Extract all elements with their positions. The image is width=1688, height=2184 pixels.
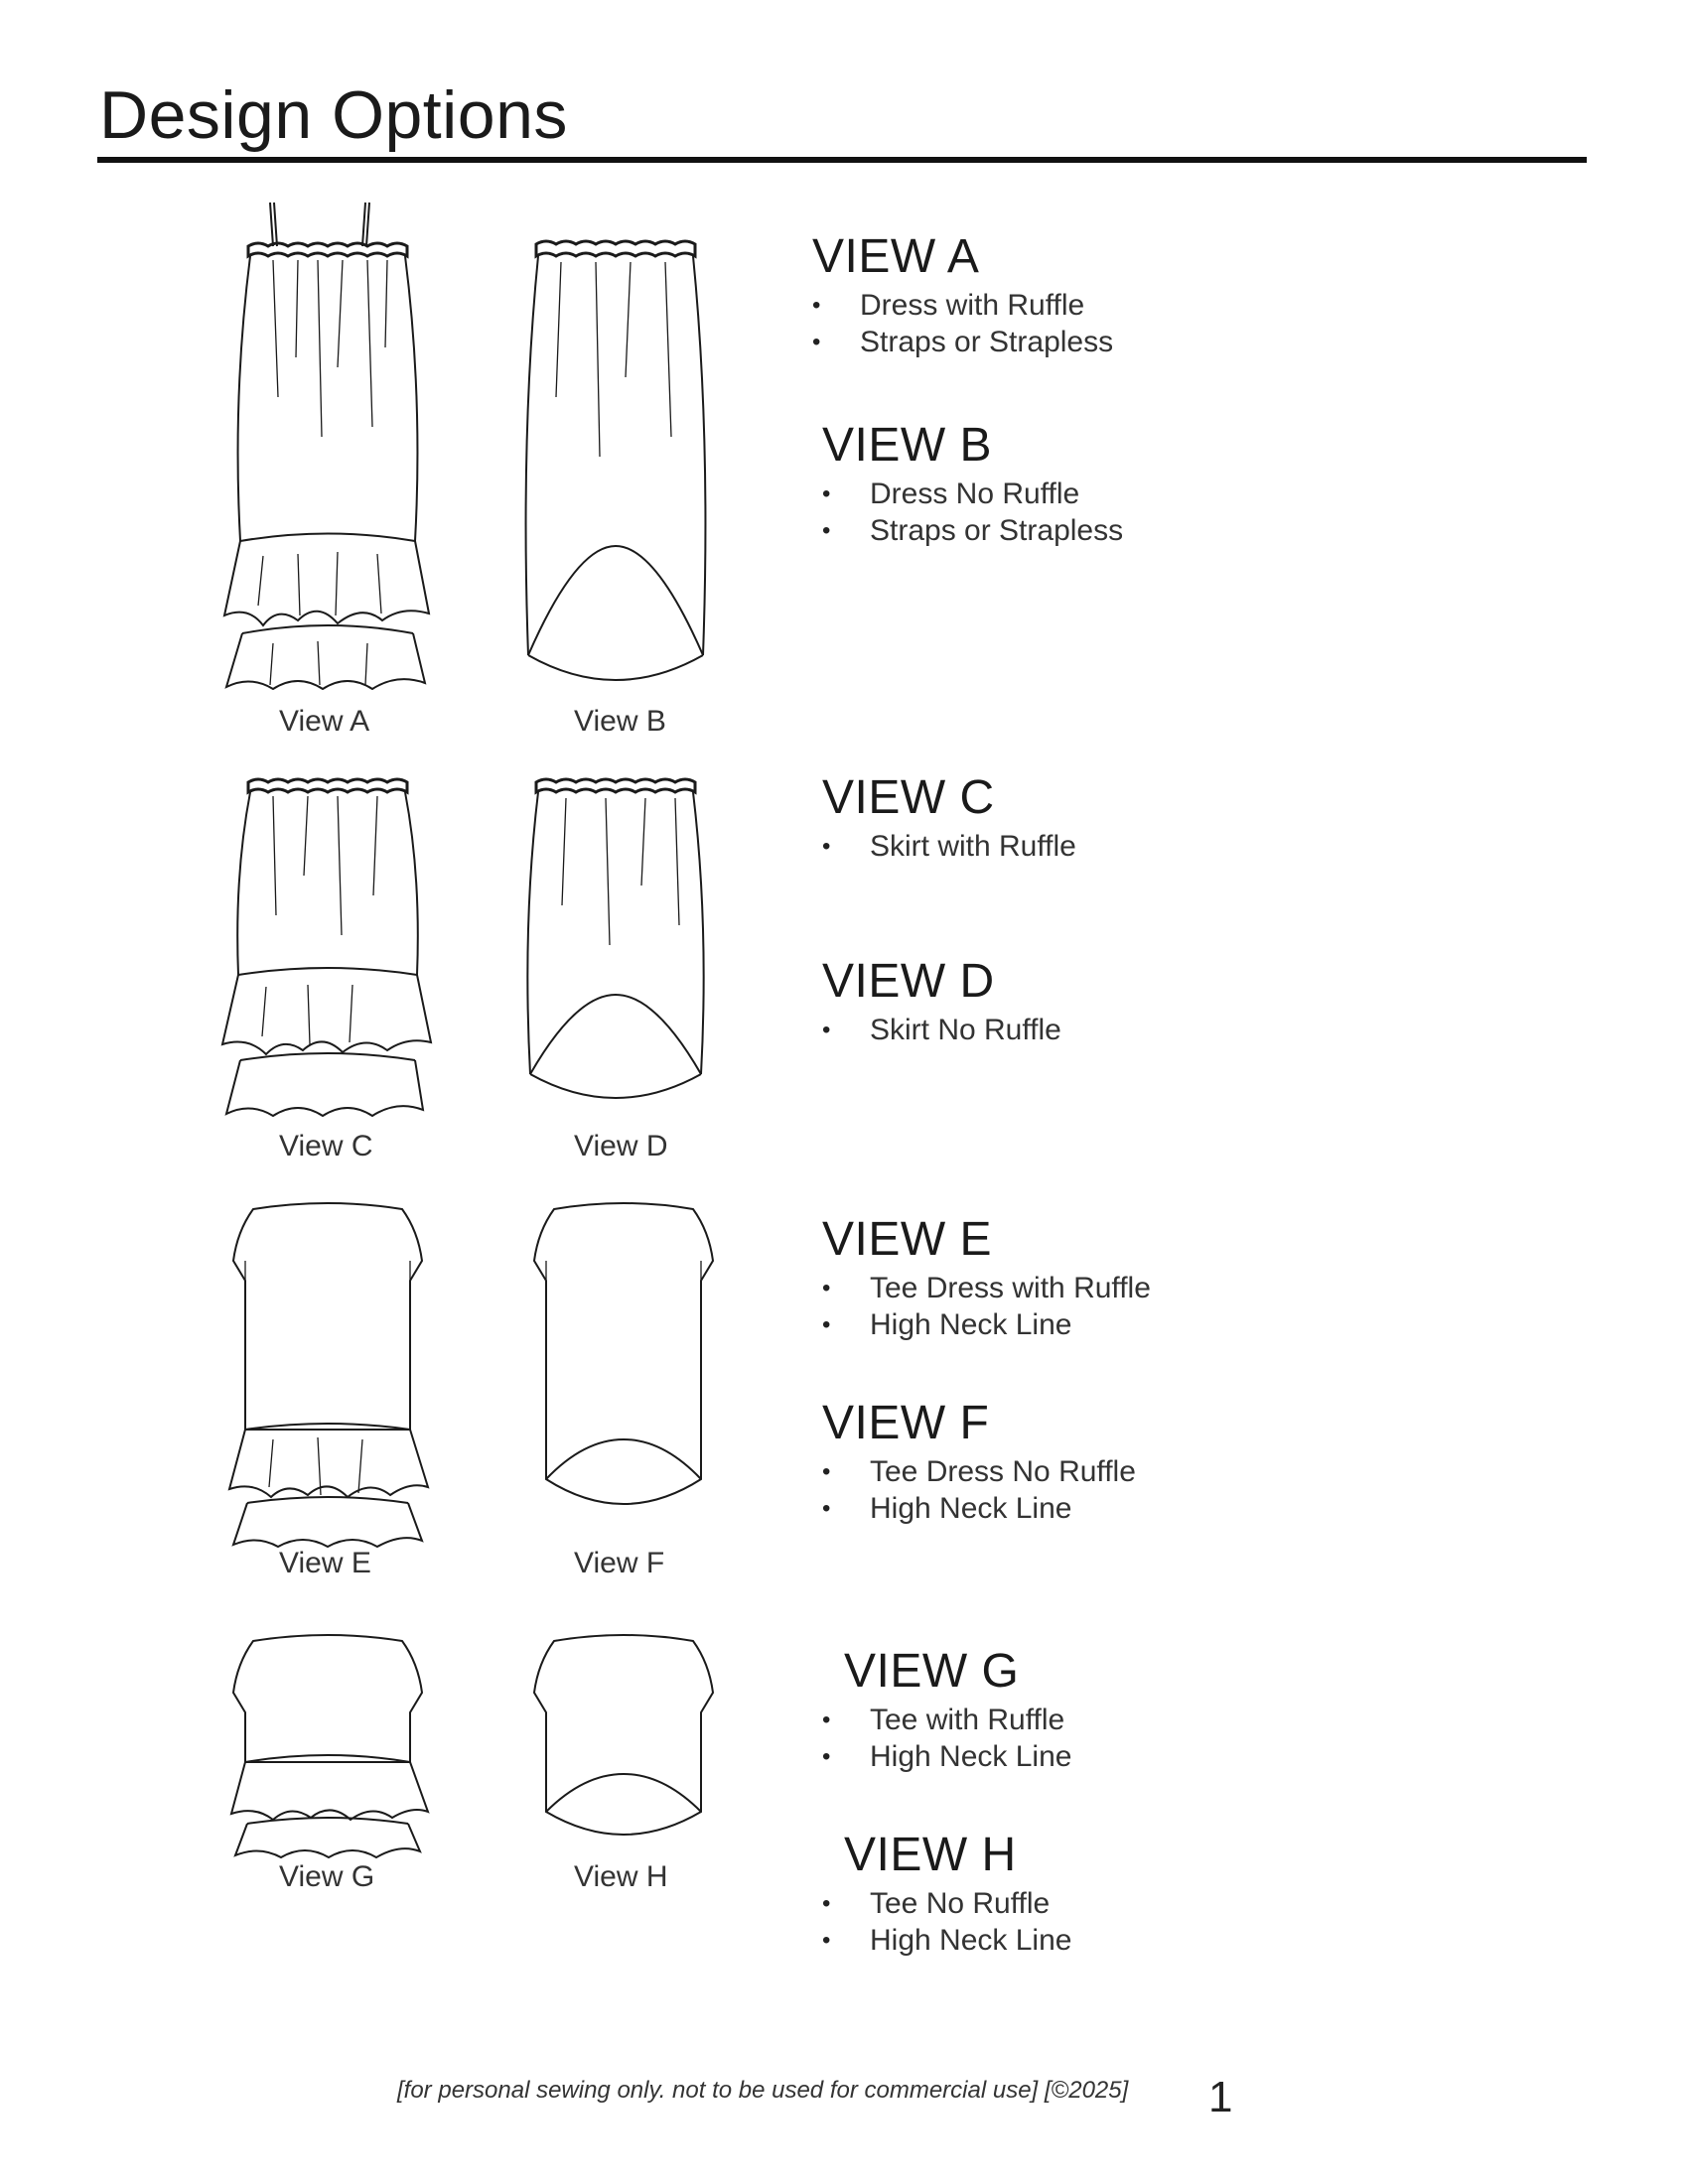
ruffle-tee-sketch-icon: [223, 1633, 432, 1861]
view-c-description: [822, 771, 1076, 865]
view-heading: VIEW A: [812, 230, 980, 283]
view-feature-list: [822, 1702, 1071, 1775]
sketch-view-f: [524, 1201, 723, 1529]
view-feature-list: [812, 287, 1113, 360]
view-feature-list: [822, 476, 1123, 549]
view-e-description: [822, 1213, 1151, 1343]
high-low-dress-sketch-icon: [516, 238, 715, 695]
view-feature-list: [822, 1453, 1136, 1527]
view-feature-item: • Dress No Ruffle: [822, 476, 1123, 512]
view-feature-item: • Dress with Ruffle: [812, 287, 1113, 324]
view-heading: VIEW D: [822, 955, 995, 1008]
view-feature-item: • Tee with Ruffle: [822, 1702, 1071, 1738]
view-h-description: [844, 1829, 1072, 1959]
view-heading: VIEW E: [822, 1213, 993, 1266]
sketch-caption: View F: [574, 1547, 665, 1579]
sketch-view-b: [516, 238, 715, 695]
page-title: Design Options: [99, 77, 568, 153]
ruffle-tee-dress-sketch-icon: [223, 1201, 432, 1549]
view-heading: VIEW G: [844, 1645, 1020, 1698]
sketch-view-e: [223, 1201, 432, 1549]
view-feature-item: • High Neck Line: [822, 1490, 1136, 1527]
sketch-view-c: [218, 776, 437, 1124]
view-feature-list: [822, 1885, 1071, 1959]
view-feature-item: • High Neck Line: [822, 1922, 1071, 1959]
view-g-description: [844, 1645, 1072, 1775]
sketch-caption: View D: [574, 1130, 668, 1162]
sketch-view-g: [223, 1633, 432, 1861]
view-heading: VIEW B: [822, 419, 993, 472]
tee-sketch-icon: [524, 1633, 723, 1861]
ruffle-dress-sketch-icon: [218, 199, 437, 695]
sketch-view-a: [218, 199, 437, 695]
view-feature-item: • High Neck Line: [822, 1738, 1071, 1775]
ruffle-skirt-sketch-icon: [218, 776, 437, 1124]
view-a-description: [812, 230, 1114, 360]
sketch-caption: View H: [574, 1860, 668, 1893]
sketch-view-h: [524, 1633, 723, 1861]
view-heading: VIEW H: [844, 1829, 1017, 1881]
sketch-caption: View G: [279, 1860, 375, 1893]
tee-dress-sketch-icon: [524, 1201, 723, 1529]
view-feature-item: • Skirt with Ruffle: [822, 828, 1076, 865]
view-b-description: [822, 419, 1124, 549]
view-feature-item: • Tee Dress with Ruffle: [822, 1270, 1151, 1306]
sketch-caption: View E: [279, 1547, 371, 1579]
view-feature-item: • Tee Dress No Ruffle: [822, 1453, 1136, 1490]
copyright-notice: [for personal sewing only. not to be used for commercial use] [©2025]: [397, 2077, 1129, 2104]
sketch-caption: View A: [279, 705, 370, 738]
view-feature-list: [822, 1270, 1151, 1343]
view-feature-item: • Straps or Strapless: [822, 512, 1123, 549]
view-feature-item: • Tee No Ruffle: [822, 1885, 1071, 1922]
sketch-view-d: [516, 776, 715, 1124]
view-feature-list: [822, 828, 1076, 865]
view-feature-item: • Straps or Strapless: [812, 324, 1113, 360]
view-feature-item: • High Neck Line: [822, 1306, 1151, 1343]
view-d-description: [822, 955, 1061, 1048]
view-f-description: [822, 1397, 1136, 1527]
view-feature-list: [822, 1012, 1061, 1048]
page-number: 1: [1208, 2073, 1233, 2121]
high-low-skirt-sketch-icon: [516, 776, 715, 1124]
sketch-caption: View C: [279, 1130, 373, 1162]
title-divider: [97, 157, 1587, 163]
sketch-caption: View B: [574, 705, 666, 738]
view-feature-item: • Skirt No Ruffle: [822, 1012, 1061, 1048]
view-heading: VIEW C: [822, 771, 995, 824]
view-heading: VIEW F: [822, 1397, 990, 1449]
